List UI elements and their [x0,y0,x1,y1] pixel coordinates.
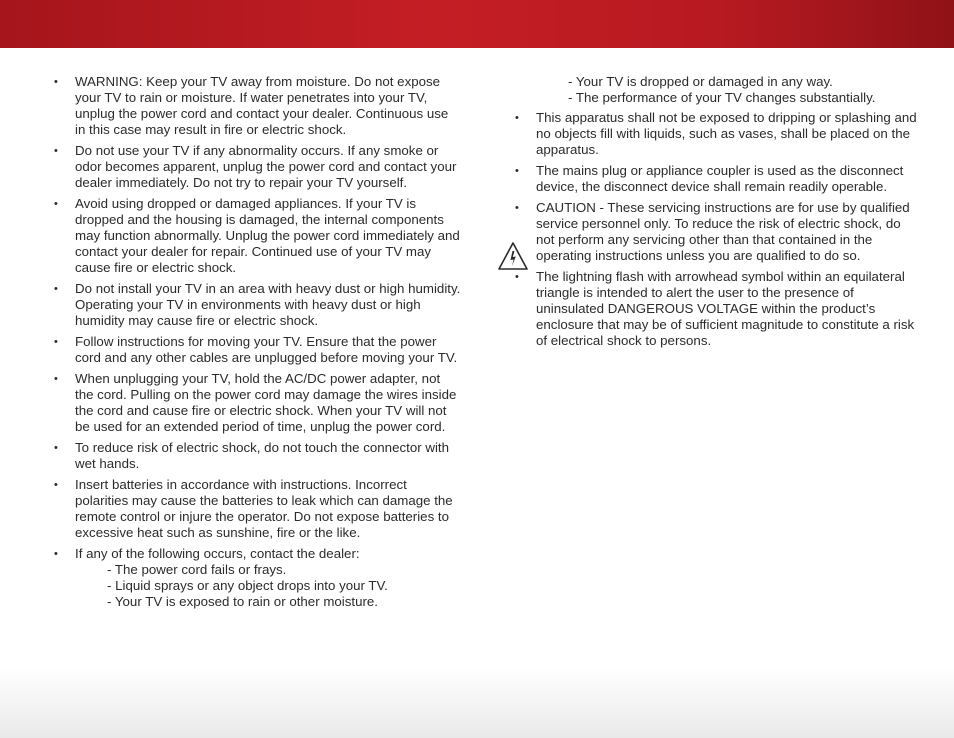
list-item-text: This apparatus shall not be exposed to dripping or splashing and no objects fill with liquids, such as vases, shall be placed on the apparatus. [536,110,917,157]
bullet: • [54,479,58,491]
safety-list-left [54,74,462,610]
bullet: • [54,442,58,454]
list-item-text: Insert batteries in accordance with instructions. Incorrect polarities may cause the batteries to leak which can damage the remote control or injure the operator. Do not expose batteries to excessive heat such as sunshine, fire or the like. [75,477,453,540]
list-item-text: The lightning flash with arrowhead symbol within an equilateral triangle is intended to alert the user to the presence of uninsulated DANGEROUS VOLTAGE within the product’s enclosure that may be of sufficient magnitude to constitute a risk of electrical shock to persons. [536,269,915,348]
bullet: • [515,202,519,214]
list-item-text: If any of the following occurs, contact the dealer: [75,546,360,561]
bullet: • [515,271,519,283]
sub-list-item: - Your TV is dropped or damaged in any way. [568,74,833,89]
bullet: • [515,112,519,124]
list-item [54,440,462,472]
list-item [54,546,462,610]
list-item [54,143,462,191]
sub-list-item: - The performance of your TV changes substantially. [568,90,876,105]
list-item [54,334,462,366]
bullet: • [54,76,58,88]
bullet: • [54,198,58,210]
list-item [54,371,462,435]
dealer-conditions-continued [568,74,920,106]
list-item [515,110,920,158]
list-item-text: Do not use your TV if any abnormality occurs. If any smoke or odor becomes apparent, unplug the power cord and contact your dealer immediately. Do not try to repair your TV yourself. [75,143,457,190]
bullet: • [54,336,58,348]
list-item-text: Avoid using dropped or damaged appliances. If your TV is dropped and the housing is damaged, the internal components may function abnormally. Unplug the power cord immediately and contact your dealer for repair. Continued use of your TV may cause fire or electric shock. [75,196,460,275]
list-item-text: When unplugging your TV, hold the AC/DC power adapter, not the cord. Pulling on the power cord may damage the wires inside the cord and cause fire or electric shock. When your TV will not be used for an extended period of time, unplug the power cord. [75,371,457,434]
list-item [54,74,462,138]
list-item [54,196,462,276]
bullet: • [54,548,58,560]
dealer-conditions-list [75,562,462,610]
bullet: • [515,165,519,177]
bullet: • [54,283,58,295]
list-item-text: The mains plug or appliance coupler is used as the disconnect device, the disconnect device shall remain readily operable. [536,163,904,194]
left-column [54,74,462,615]
list-item [515,163,920,195]
list-item-text: WARNING: Keep your TV away from moisture. Do not expose your TV to rain or moisture. If water penetrates into your TV, unplug the power cord and contact your dealer. Continuous use in this case may result in fire or electric shock. [75,74,449,137]
header-bar [0,0,954,48]
high-voltage-warning-icon [497,241,529,271]
sub-list-item: - The power cord fails or frays. [107,562,287,577]
sub-list-item: - Liquid sprays or any object drops into your TV. [107,578,388,593]
safety-list-right [515,110,920,349]
list-item [515,200,920,264]
footer-shade [0,668,954,738]
list-item-text: CAUTION - These servicing instructions are for use by qualified service personnel only. To reduce the risk of electric shock, do not perform any servicing other than that contained in the operating instructions unless you are qualified to do so. [536,200,910,263]
right-column [515,74,920,354]
list-item-text: Follow instructions for moving your TV. Ensure that the power cord and any other cables are unplugged before moving your TV. [75,334,458,365]
sub-list-item: - Your TV is exposed to rain or other moisture. [107,594,379,609]
bullet: • [54,373,58,385]
list-item [54,477,462,541]
list-item-text: To reduce risk of electric shock, do not touch the connector with wet hands. [75,440,449,471]
list-item [54,281,462,329]
bullet: • [54,145,58,157]
list-item-text: Do not install your TV in an area with heavy dust or high humidity. Operating your TV in environments with heavy dust or high humidity may cause fire or electric shock. [75,281,461,328]
list-item [515,269,920,349]
